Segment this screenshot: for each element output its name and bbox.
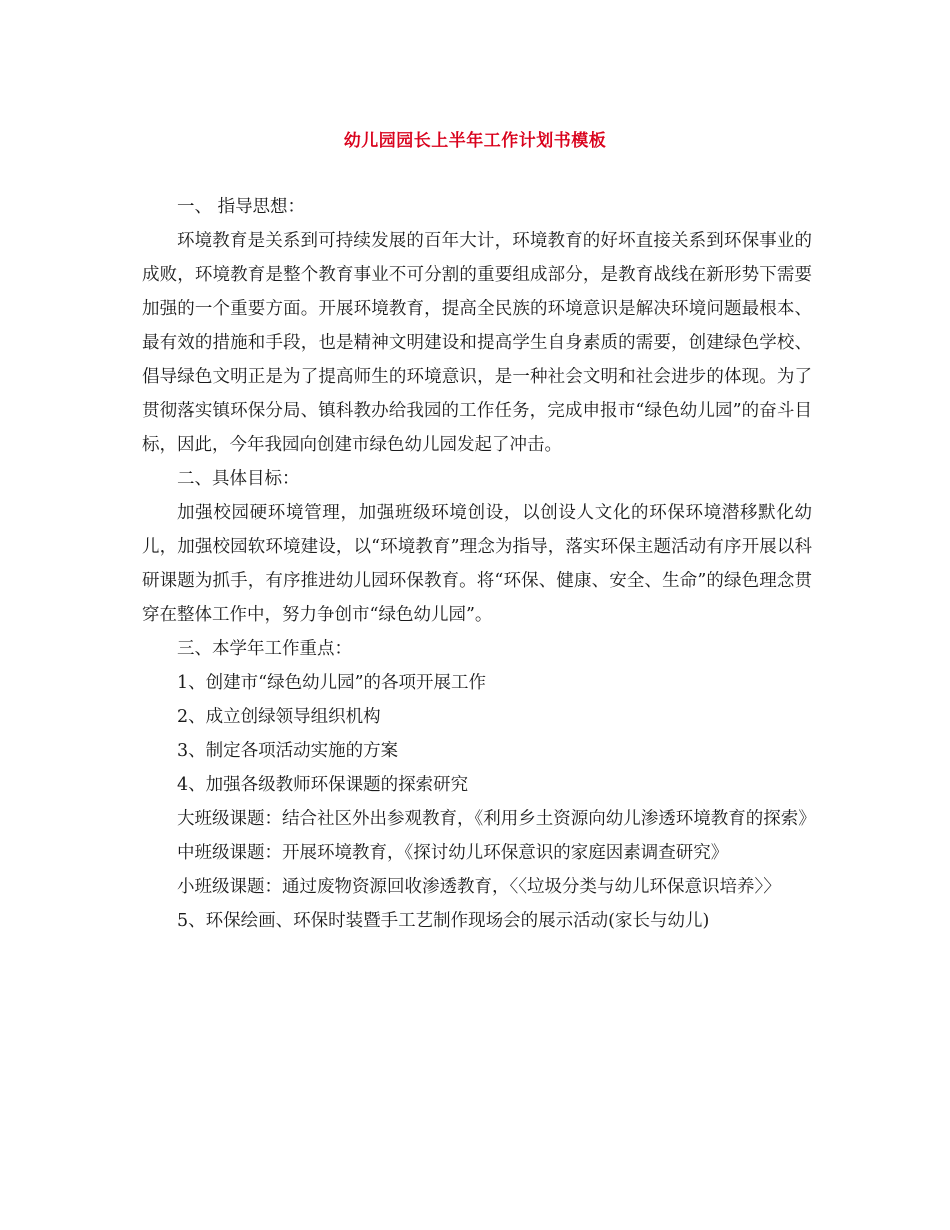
list-item: 4、加强各级教师环保课题的探索研究 <box>177 775 469 795</box>
document-body <box>142 190 816 938</box>
section-heading-key-work: 三、本学年工作重点： <box>177 639 352 659</box>
section-heading-specific-goals: 二、具体目标： <box>177 469 300 489</box>
paragraph-middle-class-topic: 中班级课题：开展环境教育，《探讨幼儿环保意识的家庭因素调查研究》 <box>177 843 729 863</box>
paragraph-guiding-ideology: 环境教育是关系到可持续发展的百年大计，环境教育的好坏直接关系到环保事业的成败，环境教育是整个教育事业不可分割的重要组成部分，是教育战线在新形势下需要加强的一个重要方面。开展环境教育，提高全民族的环境意识是解决环境问题最根本、最有效的措施和手段，也是精神文明建设和提高学生自身素质的需要，创建绿色学校、倡导绿色文明正是为了提高师生的环境意识，是一种社会文明和社会进步的体现。为了贯彻落实镇环保分局、镇科教办给我园的工作任务，完成申报市“绿色幼儿园”的奋斗目标，因此，今年我园向创建市绿色幼儿园发起了冲击。 <box>142 231 812 455</box>
paragraph-specific-goals: 加强校园硬环境管理，加强班级环境创设，以创设人文化的环保环境潜移默化幼儿，加强校园软环境建设，以“环境教育”理念为指导，落实环保主题活动有序开展以科研课题为抓手，有序推进幼儿园环保教育。将“环保、健康、安全、生命”的绿色理念贯穿在整体工作中，努力争创市“绿色幼儿园”。 <box>142 503 812 625</box>
section-heading-guiding-ideology: 一、 指导思想： <box>177 197 306 217</box>
list-item: 5、环保绘画、环保时装暨手工艺制作现场会的展示活动(家长与幼儿) <box>177 911 710 931</box>
list-item: 3、制定各项活动实施的方案 <box>177 741 399 761</box>
document-title: 幼儿园园长上半年工作计划书模板 <box>343 131 607 151</box>
paragraph-junior-class-topic: 小班级课题：通过废物资源回收渗透教育，〈〈垃圾分类与幼儿环保意识培养〉〉 <box>177 877 781 897</box>
paragraph-senior-class-topic: 大班级课题：结合社区外出参观教育，《利用乡土资源向幼儿渗透环境教育的探索》 <box>177 809 816 829</box>
list-item: 2、成立创绿领导组织机构 <box>177 707 381 727</box>
list-item: 1、创建市“绿色幼儿园”的各项开展工作 <box>177 673 487 693</box>
